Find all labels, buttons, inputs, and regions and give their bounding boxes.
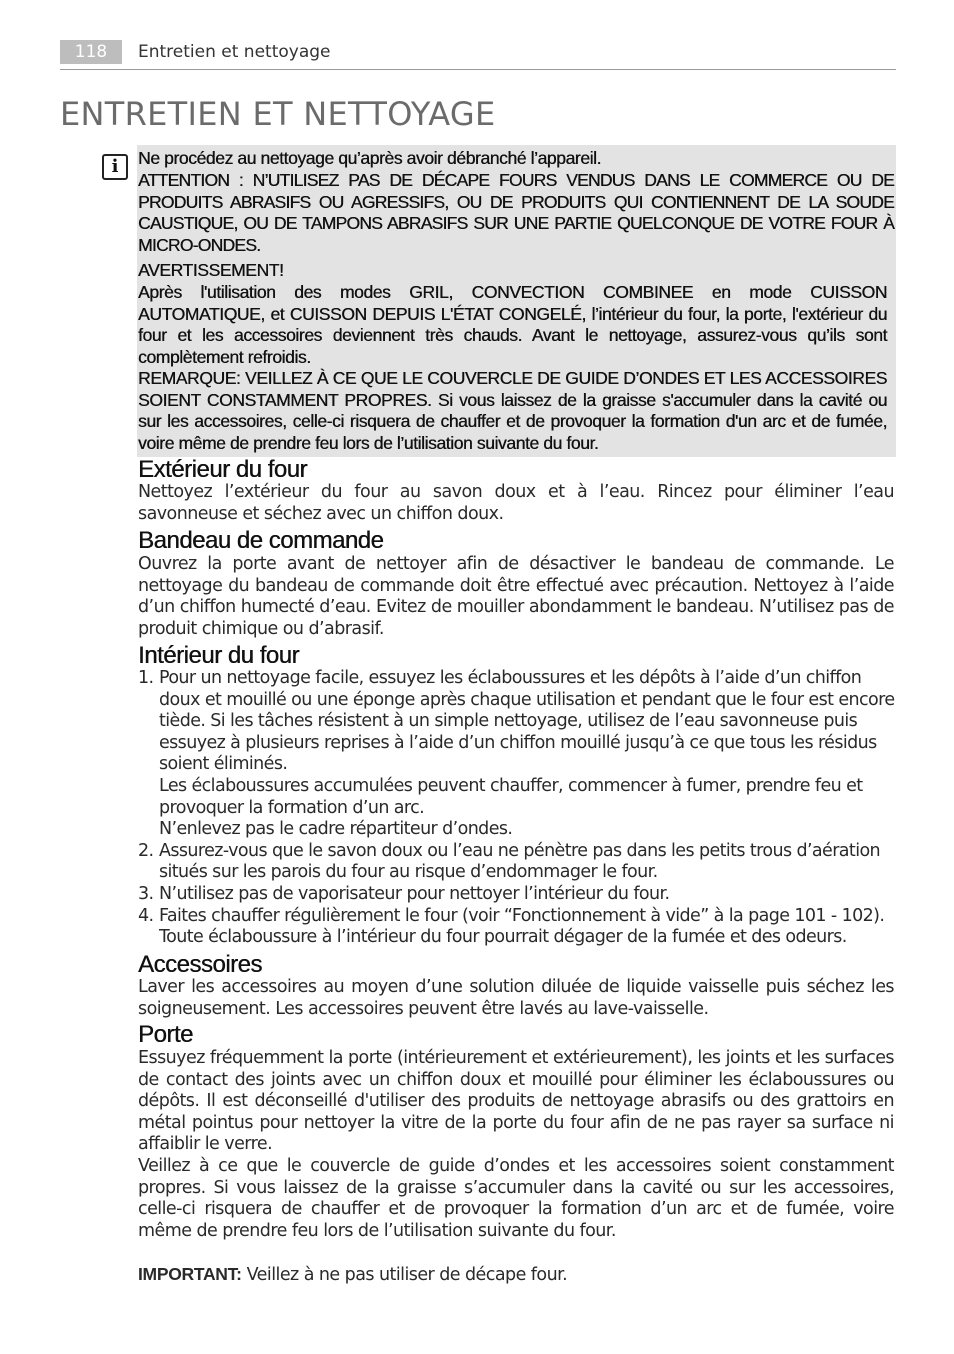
- warning-avertissement-label: AVERTISSEMENT!: [138, 260, 284, 280]
- page-header: [60, 40, 896, 70]
- warning-attention: ATTENTION : N’UTILISEZ PAS DE DÉCAPE FOURS VENDUS DANS LE COMMERCE OU DE PRODUITS ABRASIFS OU AGRESSIFS, OU DE PRODUITS QUI CONTIENNENT DE LA SOUDE CAUSTIQUE, OU DE TAMPONS ABRASIFS SUR UNE PARTIE QUELCONQUE DE VOTRE FOUR À MICRO-ONDES.: [138, 170, 894, 255]
- list-item: 2. Assurez-vous que le savon doux ou l’eau ne pénètre pas dans les petits trous d’aération situés sur les parois du four au risque d’endommager le four.: [138, 840, 881, 883]
- list-interieur: [138, 668, 902, 949]
- text-bandeau: Ouvrez la porte avant de nettoyer afin de désactiver le bandeau de commande. Le nettoyage du bandeau de commande doit être effectué avec précaution. Nettoyez à l’aide d’un chiffon humecté d’eau. Evitez de mouiller abondamment le bandeau. N’utilisez pas de produit chimique ou d’abrasif.: [138, 554, 894, 639]
- important-label: IMPORTANT:: [138, 1264, 242, 1284]
- list-item: 4. Faites chauffer régulièrement le four (voir “Fonctionnement à vide” à la page 101 - 102). Toute éclaboussure à l’intérieur du four pourrait dégager de la fumée et des odeurs.: [138, 905, 885, 948]
- text-porte-1: Essuyez fréquemment la porte (intérieurement et extérieurement), les joints et les surfaces de contact des joints avec un chiffon doux et mouillé pour éliminer les éclaboussures ou dépôts. Il est déconseillé d'utiliser des produits de nettoyage abrasifs ou des grattoirs en métal pointus pour nettoyer la vitre de la porte du four afin de ne pas rayer sa surface ni affaiblir le verre.: [138, 1048, 894, 1155]
- important-note: [138, 1264, 894, 1287]
- list-item: 3. N’utilisez pas de vaporisateur pour nettoyer l’intérieur du four.: [138, 883, 670, 904]
- info-icon: i: [102, 154, 128, 180]
- list-item: 1. Pour un nettoyage facile, essuyez les éclaboussures et les dépôts à l’aide d’un chiffon doux et mouillé ou une éponge après chaque utilisation et pendant que le four est encore tiède. Si les tâches résistent à un simple nettoyage, utilisez de l’eau savonneuse puis essuyez à plusieurs reprises à l’aide d’un chiffon mouillé jusqu’à ce que tous les résidus soient éliminés. Les éclaboussures accumulées peuvent chauffer, commencer à fumer, prendre feu et provoquer la formation d’un arc. N’enlevez pas le cadre répartiteur d’ondes.: [138, 668, 895, 840]
- heading-porte: Porte: [138, 1021, 193, 1048]
- warning-avertissement-text: Après l'utilisation des modes GRIL, CONVECTION COMBINEE en mode CUISSON AUTOMATIQUE, et CUISSON DEPUIS L'ÉTAT CONGELÉ, l’intérieur du four, la porte, l'extérieur du four et les accessoires deviennent très chauds. Avant le nettoyage, assurez-vous qu’ils sont complètement refroidis.: [138, 282, 887, 367]
- page-number: 118: [60, 40, 122, 64]
- heading-bandeau: Bandeau de commande: [138, 527, 384, 554]
- text-porte-2: Veillez à ce que le couvercle de guide d’ondes et les accessoires soient constamment propres. Si vous laissez de la graisse s’accumuler dans la cavité ou sur les accessoires, celle-ci risquera de chauffer et de provoquer la formation d’un arc et de fumée, voire même de prendre feu lors de l’utilisation suivante du four.: [138, 1156, 894, 1241]
- text-exterieur: Nettoyez l’extérieur du four au savon doux et à l’eau. Rincez pour éliminer l’eau savonneuse et séchez avec un chiffon doux.: [138, 482, 894, 524]
- heading-interieur: Intérieur du four: [138, 642, 299, 669]
- text-accessoires: Laver les accessoires au moyen d’une solution diluée de liquide vaisselle puis séchez les soigneusement. Les accessoires peuvent être lavés au lave-vaisselle.: [138, 977, 894, 1019]
- heading-accessoires: Accessoires: [138, 951, 262, 978]
- page-title: ENTRETIEN ET NETTOYAGE: [60, 95, 496, 133]
- important-text: Veillez à ne pas utiliser de décape four.: [241, 1265, 568, 1285]
- heading-exterieur: Extérieur du four: [138, 456, 307, 483]
- running-title: Entretien et nettoyage: [138, 42, 331, 62]
- warning-unplug: Ne procédez au nettoyage qu’après avoir débranché l’appareil.: [138, 148, 602, 168]
- warning-remarque: REMARQUE: VEILLEZ À CE QUE LE COUVERCLE DE GUIDE D’ONDES ET LES ACCESSOIRES SOIENT CONSTAMMENT PROPRES. Si vous laissez de la graisse s'accumuler dans la cavité ou sur les accessoires, celle-ci risquera de chauffer et de provoquer la formation d'un arc et de fumée, voire même de prendre feu lors de l’utilisation suivante du four.: [138, 368, 887, 453]
